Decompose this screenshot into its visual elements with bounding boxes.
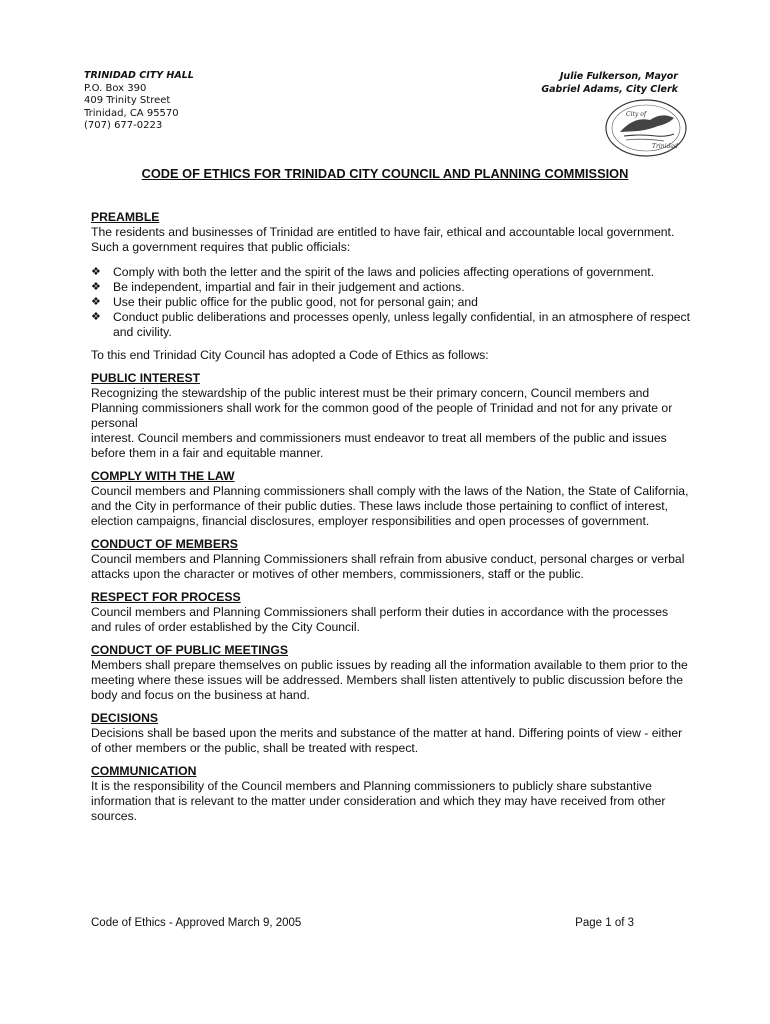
document-body [91, 210, 691, 832]
section-text: Recognizing the stewardship of the public interest must be their primary concern, Council members and Planning commissioners shall work for the common good of the people of Trinidad and not for any private or personal [91, 386, 673, 430]
list-item: ❖ Use their public office for the public good, not for personal gain; and [91, 295, 478, 309]
clerk-line: Gabriel Adams, City Clerk [541, 84, 678, 95]
preamble-closing: To this end Trinidad City Council has adopted a Code of Ethics as follows: [91, 348, 489, 362]
list-item: ❖ Be independent, impartial and fair in their judgement and actions. [91, 280, 465, 294]
footer-approval: Code of Ethics - Approved March 9, 2005 [91, 917, 302, 929]
section-heading: CONDUCT OF PUBLIC MEETINGS [91, 643, 289, 657]
public-interest-section [91, 371, 691, 461]
comply-with-law-section [91, 469, 691, 529]
list-item: ❖ Conduct public deliberations and processes openly, unless legally confidential, in an atmosphere of respect and civility. [91, 310, 690, 339]
section-text: Council members and Planning Commissioners shall perform their duties in accordance with the processes and rules of order established by the City Council. [91, 605, 669, 634]
svg-text:City of: City of [626, 111, 647, 118]
section-heading: RESPECT FOR PROCESS [91, 590, 241, 604]
city-hall-address [84, 70, 194, 133]
address-line: Trinidad, CA 95570 [84, 107, 179, 119]
section-text: Council members and Planning commissioners shall comply with the laws of the Nation, the State of California, and the City in performance of their public duties. These laws include those pertaining to conflict of interest, election campaigns, financial disclosures, employer responsibilities and open processes of government. [91, 484, 689, 528]
org-name: TRINIDAD CITY HALL [84, 70, 194, 81]
section-text: Members shall prepare themselves on public issues by reading all the information available to them prior to the meeting where these issues will be addressed. Members shall listen attentively to public discussion before the body and focus on the business at hand. [91, 658, 688, 702]
section-heading: PUBLIC INTEREST [91, 371, 201, 385]
section-heading: COMPLY WITH THE LAW [91, 469, 235, 483]
section-text: It is the responsibility of the Council members and Planning commissioners to publicly share substantive information that is relevant to the matter under consideration and which they may have received from other sources. [91, 779, 666, 823]
decisions-section [91, 711, 691, 756]
section-heading: COMMUNICATION [91, 764, 197, 778]
svg-text:Trinidad: Trinidad [652, 143, 678, 150]
section-text: Decisions shall be based upon the merits and substance of the matter at hand. Differing points of view - either of other members or the public, shall be treated with respect. [91, 726, 683, 755]
page-number: Page 1 of 3 [575, 917, 634, 929]
address-line: 409 Trinity Street [84, 95, 171, 107]
section-heading: PREAMBLE [91, 210, 160, 224]
respect-for-process-section [91, 590, 691, 635]
address-line: P.O. Box 390 [84, 82, 147, 94]
section-text: interest. Council members and commissioners must endeavor to treat all members of the public and issues before them in a fair and equitable manner. [91, 431, 667, 460]
preamble-section [91, 210, 691, 363]
section-heading: CONDUCT OF MEMBERS [91, 537, 238, 551]
list-item: ❖ Comply with both the letter and the spirit of the laws and policies affecting operations of government. [91, 265, 655, 279]
officials [541, 70, 678, 96]
section-text: Council members and Planning Commissioners shall refrain from abusive conduct, personal charges or verbal attacks upon the character or motives of other members, commissioners, staff or the public. [91, 552, 685, 581]
diamond-bullet-icon: ❖ [91, 266, 101, 278]
conduct-of-members-section [91, 537, 691, 582]
diamond-bullet-icon: ❖ [91, 281, 101, 293]
diamond-bullet-icon: ❖ [91, 311, 101, 323]
section-heading: DECISIONS [91, 711, 159, 725]
public-meetings-section [91, 643, 691, 703]
diamond-bullet-icon: ❖ [91, 296, 101, 308]
preamble-intro: The residents and businesses of Trinidad are entitled to have fair, ethical and accountable local government. Such a government requires that public officials: [91, 225, 675, 254]
document-title: CODE OF ETHICS FOR TRINIDAD CITY COUNCIL AND PLANNING COMMISSION [141, 166, 629, 181]
preamble-bullets [91, 265, 691, 340]
city-seal-icon [604, 98, 688, 158]
mayor-line: Julie Fulkerson, Mayor [559, 71, 678, 82]
communication-section [91, 764, 691, 824]
phone-line: (707) 677-0223 [84, 120, 163, 132]
